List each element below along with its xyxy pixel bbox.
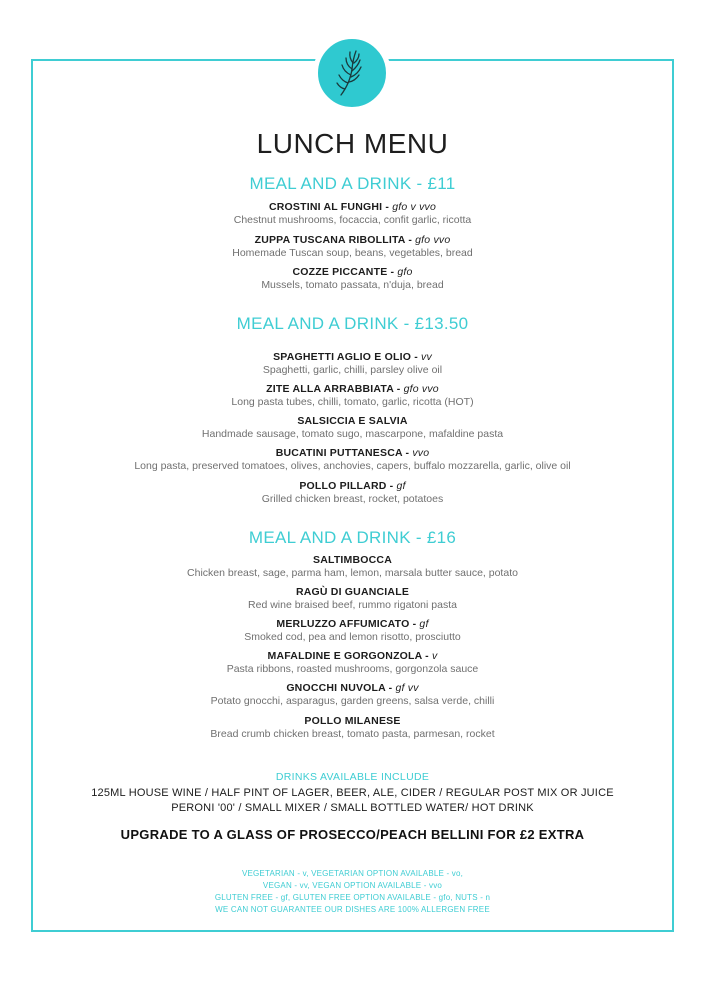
item-description: Bread crumb chicken breast, tomato pasta, parmesan, rocket (210, 728, 495, 740)
item-name: POLLO PILLARD (299, 480, 387, 492)
item-description: Grilled chicken breast, rocket, potatoes (261, 493, 444, 505)
menu-item (31, 415, 674, 441)
item-name: RAGÙ DI GUANCIALE (295, 586, 410, 598)
menu-item: GNOCCHI NUVOLA - gf vv Potato gnocchi, asparagus, garden greens, salsa verde, chilli (31, 682, 674, 708)
item-description: Pasta ribbons, roasted mushrooms, gorgonzola sauce (226, 663, 479, 675)
menu-item (31, 554, 674, 580)
menu-item: MERLUZZO AFFUMICATO - gf Smoked cod, pea and lemon risotto, prosciutto (31, 618, 674, 644)
herb-sprig-icon (318, 39, 386, 107)
item-description: Chicken breast, sage, parma ham, lemon, marsala butter sauce, potato (187, 567, 518, 579)
item-name: SPAGHETTI AGLIO E OLIO (273, 351, 412, 363)
menu-item: SPAGHETTI AGLIO E OLIO - vv Spaghetti, garlic, chilli, parsley olive oil (31, 351, 674, 377)
item-name: COZZE PICCANTE (292, 266, 388, 278)
menu-item: BUCATINI PUTTANESCA - vvo Long pasta, preserved tomatoes, olives, anchovies, capers, buffalo mozzarella, garlic, olive oil (31, 447, 674, 473)
menu-item: POLLO PILLARD - gf Grilled chicken breast, rocket, potatoes (31, 480, 674, 506)
item-description: Long pasta tubes, chilli, tomato, garlic, ricotta (HOT) (231, 396, 474, 408)
section-heading-13-50: MEAL AND A DRINK - £13.50 (236, 314, 469, 333)
menu-item: COZZE PICCANTE - gfo Mussels, tomato passata, n'duja, bread (31, 266, 674, 292)
item-tags: v (432, 650, 438, 662)
item-name: SALTIMBOCCA (313, 554, 392, 566)
dietary-legend-line: GLUTEN FREE - gf, GLUTEN FREE OPTION AVAILABLE - gfo, NUTS - n (214, 893, 491, 902)
item-description: Potato gnocchi, asparagus, garden greens, salsa verde, chilli (210, 695, 495, 707)
item-tags: gf (396, 480, 406, 492)
item-description: Homemade Tuscan soup, beans, vegetables, bread (232, 247, 473, 259)
page-title: LUNCH MENU (256, 128, 449, 159)
item-tags: gfo (397, 266, 413, 278)
item-tags: gfo vvo (415, 234, 451, 246)
dietary-legend-line: VEGETARIAN - v, VEGETARIAN OPTION AVAILABLE - vo, (241, 869, 464, 878)
item-description: Smoked cod, pea and lemon risotto, prosciutto (244, 631, 461, 643)
item-name: MAFALDINE E GORGONZOLA (267, 650, 423, 662)
item-name: GNOCCHI NUVOLA (286, 682, 386, 694)
drinks-line: PERONI '00' / SMALL MIXER / SMALL BOTTLED WATER/ HOT DRINK (171, 802, 534, 814)
menu-item: ZUPPA TUSCANA RIBOLLITA - gfo vvo Homemade Tuscan soup, beans, vegetables, bread (31, 234, 674, 260)
item-description: Spaghetti, garlic, chilli, parsley olive oil (262, 364, 443, 376)
item-tags: gf (419, 618, 429, 630)
item-name: POLLO MILANESE (304, 715, 401, 727)
menu-item (31, 586, 674, 612)
item-description: Handmade sausage, tomato sugo, mascarpone, mafaldine pasta (201, 428, 504, 440)
item-name: MERLUZZO AFFUMICATO (276, 618, 410, 630)
section-heading-11: MEAL AND A DRINK - £11 (249, 174, 456, 193)
upgrade-offer: UPGRADE TO A GLASS OF PROSECCO/PEACH BELLINI FOR £2 EXTRA (120, 827, 585, 842)
menu-item (31, 715, 674, 741)
item-tags: gf vv (395, 682, 419, 694)
item-name: BUCATINI PUTTANESCA (275, 447, 403, 459)
item-name: CROSTINI AL FUNGHI (268, 201, 383, 213)
section-heading-16: MEAL AND A DRINK - £16 (248, 528, 457, 547)
item-tags: gfo vvo (403, 383, 439, 395)
menu-item: ZITE ALLA ARRABBIATA - gfo vvo Long pasta tubes, chilli, tomato, garlic, ricotta (HOT) (31, 383, 674, 409)
logo (313, 34, 391, 112)
item-description: Mussels, tomato passata, n'duja, bread (261, 279, 444, 291)
item-tags: vvo (412, 447, 430, 459)
item-name: ZUPPA TUSCANA RIBOLLITA (254, 234, 406, 246)
allergen-disclaimer: WE CAN NOT GUARANTEE OUR DISHES ARE 100% ALLERGEN FREE (215, 905, 490, 914)
menu-item: CROSTINI AL FUNGHI - gfo v vvo Chestnut mushrooms, focaccia, confit garlic, ricotta (31, 201, 674, 227)
menu-item: MAFALDINE E GORGONZOLA - v Pasta ribbons, roasted mushrooms, gorgonzola sauce (31, 650, 674, 676)
item-tags: vv (421, 351, 432, 363)
item-description: Long pasta, preserved tomatoes, olives, anchovies, capers, buffalo mozzarella, garlic, olive oil (134, 460, 571, 472)
item-name: SALSICCIA E SALVIA (297, 415, 408, 427)
item-description: Chestnut mushrooms, focaccia, confit garlic, ricotta (233, 214, 472, 226)
drinks-line: 125ML HOUSE WINE / HALF PINT OF LAGER, BEER, ALE, CIDER / REGULAR POST MIX OR JUICE (91, 787, 614, 799)
dietary-legend-line: VEGAN - vv, VEGAN OPTION AVAILABLE - vvo (262, 881, 443, 890)
item-name: ZITE ALLA ARRABBIATA (266, 383, 394, 395)
item-description: Red wine braised beef, rummo rigatoni pasta (248, 599, 457, 611)
drinks-heading: DRINKS AVAILABLE INCLUDE (275, 771, 430, 783)
item-tags: gfo v vvo (392, 201, 437, 213)
